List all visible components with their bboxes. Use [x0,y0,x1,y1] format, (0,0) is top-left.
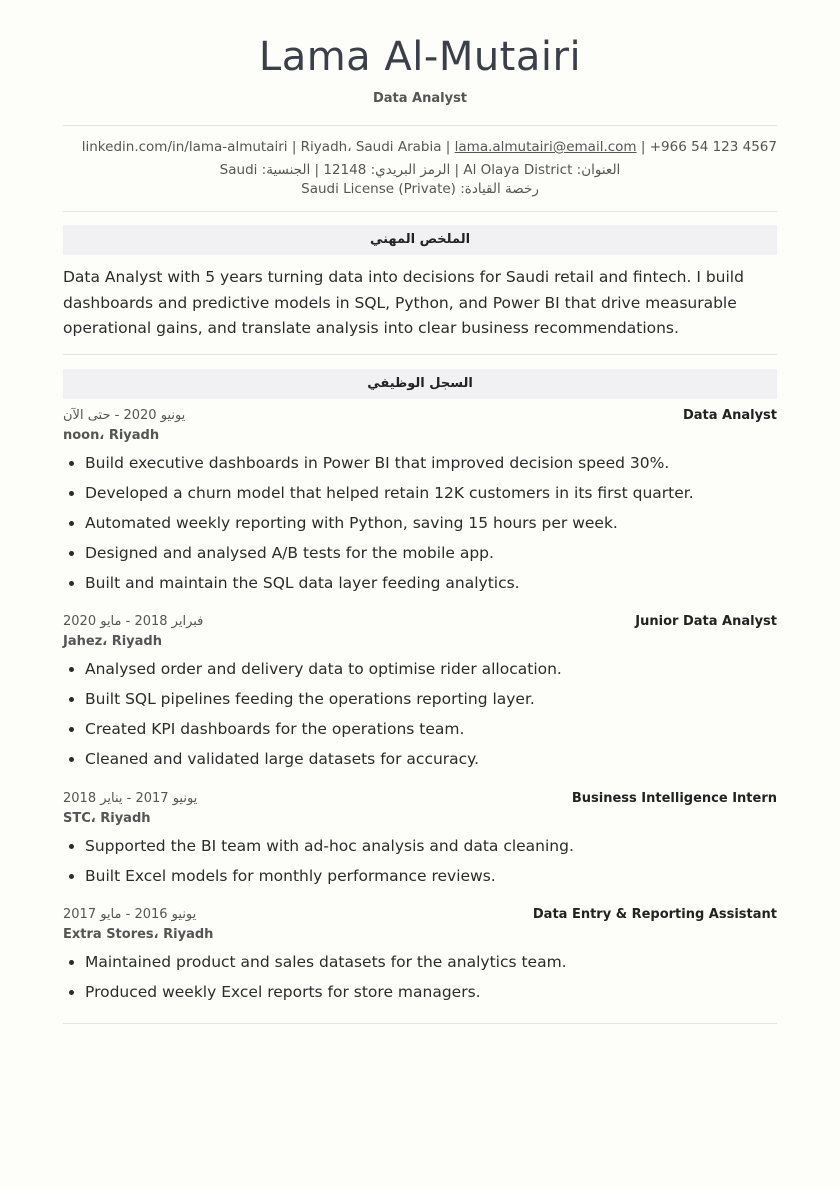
divider [63,211,777,212]
job-bullets [63,947,775,1007]
location-text: Riyadh، Saudi Arabia [300,139,442,155]
separator: | [636,139,650,155]
list-item: • Created KPI dashboards for the operations team. [85,714,775,744]
contact-line-address: العنوان: Al Olaya District | الرمز البريدي: 12148 | الجنسية: Saudi [219,162,621,178]
list-item: • Automated weekly reporting with Python, saving 15 hours per week. [85,508,775,538]
separator: | [441,139,455,155]
contact-line-license: رخصة القيادة: Saudi License (Private) [301,181,539,197]
list-item: • Designed and analysed A/B tests for the mobile app. [85,538,775,568]
job-company: Jahez، Riyadh [63,634,162,649]
list-item: • Supported the BI team with ad-hoc analysis and data cleaning. [85,831,775,861]
summary-text: Data Analyst with 5 years turning data into decisions for Saudi retail and fintech. I build dashboards and predictive models in SQL, Python, and Power BI that drive measurable operational gains, and translate analysis into clear business recommendations. [63,268,744,337]
experience-heading: السجل الوظيفي [63,369,777,399]
divider [63,354,777,355]
list-item: • Built SQL pipelines feeding the operations reporting layer. [85,684,775,714]
list-item: • Cleaned and validated large datasets for accuracy. [85,744,775,774]
contact-line-primary [63,139,777,155]
summary-heading: الملخص المهني [63,225,777,255]
email-link[interactable]: lama.almutairi@email.com [454,139,637,155]
separator: | [287,139,301,155]
list-item: • Analysed order and delivery data to optimise rider allocation. [85,654,775,684]
job-dates: يونيو 2016 - مايو 2017 [63,907,197,922]
linkedin-link[interactable]: linkedin.com/in/lama-almutairi [81,139,288,155]
list-item: • Maintained product and sales datasets for the analytics team. [85,947,775,977]
job-dates: يونيو 2020 - حتى الآن [63,408,186,423]
job-bullets [63,448,775,598]
job-dates: يونيو 2017 - يناير 2018 [63,791,198,806]
list-item: • Built and maintain the SQL data layer feeding analytics. [85,568,775,598]
job-company: noon، Riyadh [63,428,160,443]
candidate-role: Data Analyst [372,91,468,106]
list-item: • Developed a churn model that helped retain 12K customers in its first quarter. [85,478,775,508]
list-item: • Build executive dashboards in Power BI that improved decision speed 30%. [85,448,775,478]
phone-text: +966 54 123 4567 [649,139,777,155]
job-title: Data Analyst [682,408,777,423]
job-bullets [63,831,775,891]
list-item: • Produced weekly Excel reports for store managers. [85,977,775,1007]
divider [63,125,777,126]
list-item: • Built Excel models for monthly performance reviews. [85,861,775,891]
job-bullets [63,654,775,774]
job-title: Data Entry & Reporting Assistant [532,907,777,922]
job-title: Business Intelligence Intern [571,791,777,806]
job-title: Junior Data Analyst [635,614,777,629]
candidate-name: Lama Al-Mutairi [258,34,582,80]
job-company: Extra Stores، Riyadh [63,927,214,942]
job-company: STC، Riyadh [63,811,151,826]
job-dates: فبراير 2018 - مايو 2020 [63,614,204,629]
divider [63,1023,777,1024]
